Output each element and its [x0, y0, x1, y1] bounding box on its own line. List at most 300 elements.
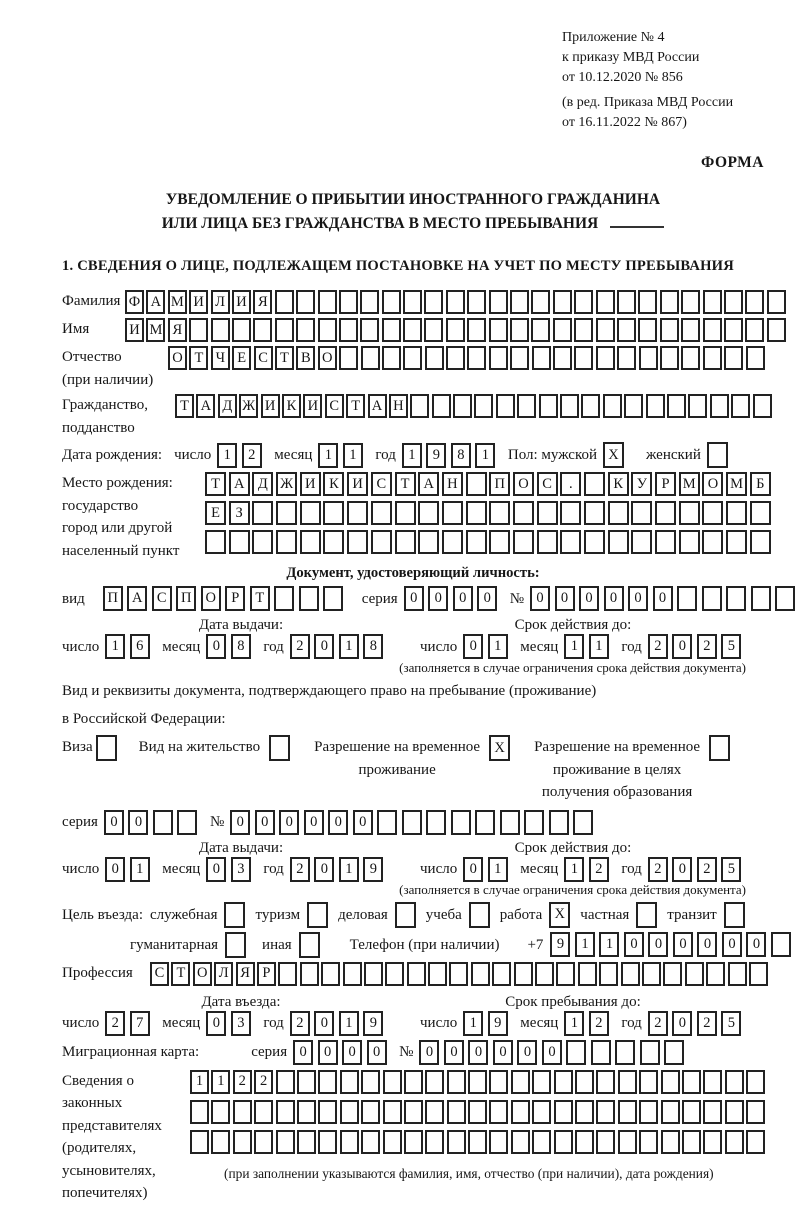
- char-box-filled[interactable]: 8: [231, 634, 251, 659]
- char-box[interactable]: [383, 1130, 402, 1154]
- char-box[interactable]: [323, 586, 343, 611]
- char-box[interactable]: [682, 1100, 701, 1124]
- char-box-filled[interactable]: И: [303, 394, 322, 418]
- char-box[interactable]: [297, 1070, 316, 1094]
- char-box[interactable]: [299, 932, 320, 958]
- char-box-filled[interactable]: А: [127, 586, 147, 611]
- char-box[interactable]: [432, 394, 451, 418]
- char-box[interactable]: [677, 586, 697, 611]
- char-box-filled[interactable]: 9: [363, 857, 383, 882]
- char-box[interactable]: [339, 346, 358, 370]
- char-box-filled[interactable]: 0: [648, 932, 668, 957]
- char-box[interactable]: [340, 1100, 359, 1124]
- char-box[interactable]: [471, 962, 490, 986]
- char-box[interactable]: [703, 1070, 722, 1094]
- char-box[interactable]: [190, 1100, 209, 1124]
- char-box[interactable]: [496, 394, 515, 418]
- char-box[interactable]: [631, 530, 652, 554]
- char-box-filled[interactable]: 5: [721, 634, 741, 659]
- char-box[interactable]: [447, 1100, 466, 1124]
- char-box-filled[interactable]: 2: [290, 1011, 310, 1036]
- char-box-filled[interactable]: 2: [233, 1070, 252, 1094]
- char-box[interactable]: [489, 318, 508, 342]
- char-box-filled[interactable]: О: [201, 586, 221, 611]
- char-box-filled[interactable]: М: [726, 472, 747, 496]
- char-box[interactable]: [385, 962, 404, 986]
- char-box[interactable]: [371, 501, 392, 525]
- char-box-filled[interactable]: А: [196, 394, 215, 418]
- char-box[interactable]: [575, 1130, 594, 1154]
- char-box-filled[interactable]: Ф: [125, 290, 144, 314]
- char-box[interactable]: [307, 902, 328, 928]
- char-box[interactable]: [584, 530, 605, 554]
- char-box-filled[interactable]: 0: [206, 857, 226, 882]
- char-box-filled[interactable]: 0: [328, 810, 348, 835]
- char-box-filled[interactable]: 1: [217, 443, 237, 468]
- char-box-filled[interactable]: С: [371, 472, 392, 496]
- char-box-filled[interactable]: 0: [318, 1040, 338, 1065]
- char-box-filled[interactable]: 0: [255, 810, 275, 835]
- char-box[interactable]: [560, 394, 579, 418]
- char-box-filled[interactable]: Т: [171, 962, 190, 986]
- char-box[interactable]: [728, 962, 747, 986]
- char-box[interactable]: [225, 932, 246, 958]
- char-box[interactable]: [382, 290, 401, 314]
- char-box-filled[interactable]: И: [232, 290, 251, 314]
- char-box-filled[interactable]: К: [608, 472, 629, 496]
- char-box-filled[interactable]: Д: [252, 472, 273, 496]
- char-box[interactable]: [517, 394, 536, 418]
- char-box[interactable]: [566, 1040, 586, 1065]
- char-box-filled[interactable]: X: [489, 735, 510, 761]
- char-box[interactable]: [553, 346, 572, 370]
- char-box[interactable]: [347, 501, 368, 525]
- char-box[interactable]: [584, 501, 605, 525]
- char-box-filled[interactable]: Б: [750, 472, 771, 496]
- char-box-filled[interactable]: Т: [189, 346, 208, 370]
- char-box-filled[interactable]: 2: [697, 634, 717, 659]
- char-box[interactable]: [726, 530, 747, 554]
- char-box[interactable]: [252, 530, 273, 554]
- char-box-filled[interactable]: О: [193, 962, 212, 986]
- char-box-filled[interactable]: 0: [672, 634, 692, 659]
- char-box[interactable]: [321, 962, 340, 986]
- char-box[interactable]: [681, 318, 700, 342]
- char-box[interactable]: [751, 586, 771, 611]
- char-box[interactable]: [511, 1070, 530, 1094]
- char-box-filled[interactable]: 9: [426, 443, 446, 468]
- char-box[interactable]: [553, 318, 572, 342]
- char-box[interactable]: [573, 810, 593, 835]
- char-box-filled[interactable]: 9: [488, 1011, 508, 1036]
- char-box[interactable]: [276, 1100, 295, 1124]
- char-box-filled[interactable]: 0: [579, 586, 599, 611]
- char-box-filled[interactable]: X: [549, 902, 570, 928]
- char-box-filled[interactable]: И: [261, 394, 280, 418]
- char-box-filled[interactable]: 0: [542, 1040, 562, 1065]
- char-box[interactable]: [276, 1130, 295, 1154]
- char-box[interactable]: [725, 1130, 744, 1154]
- char-box[interactable]: [205, 530, 226, 554]
- char-box[interactable]: [621, 962, 640, 986]
- char-box[interactable]: [468, 1070, 487, 1094]
- char-box[interactable]: [535, 962, 554, 986]
- char-box[interactable]: [524, 810, 544, 835]
- char-box[interactable]: [382, 346, 401, 370]
- char-box[interactable]: [682, 1070, 701, 1094]
- char-box[interactable]: [639, 1130, 658, 1154]
- char-box[interactable]: [703, 290, 722, 314]
- char-box-filled[interactable]: 0: [367, 1040, 387, 1065]
- char-box-filled[interactable]: 2: [648, 634, 668, 659]
- char-box[interactable]: [500, 810, 520, 835]
- char-box[interactable]: [383, 1070, 402, 1094]
- char-box-filled[interactable]: 0: [314, 857, 334, 882]
- char-box-filled[interactable]: 2: [697, 857, 717, 882]
- char-box[interactable]: [449, 962, 468, 986]
- char-box[interactable]: [339, 318, 358, 342]
- char-box-filled[interactable]: 0: [746, 932, 766, 957]
- char-box[interactable]: [617, 346, 636, 370]
- char-box[interactable]: [190, 1130, 209, 1154]
- char-box-filled[interactable]: Д: [218, 394, 237, 418]
- char-box[interactable]: [679, 530, 700, 554]
- char-box[interactable]: [615, 1040, 635, 1065]
- char-box[interactable]: [403, 318, 422, 342]
- char-box-filled[interactable]: Р: [225, 586, 245, 611]
- char-box[interactable]: [96, 735, 117, 761]
- char-box[interactable]: [724, 346, 743, 370]
- char-box-filled[interactable]: Т: [395, 472, 416, 496]
- char-box-filled[interactable]: 1: [488, 634, 508, 659]
- char-box-filled[interactable]: Р: [655, 472, 676, 496]
- char-box[interactable]: [513, 501, 534, 525]
- char-box-filled[interactable]: О: [318, 346, 337, 370]
- char-box[interactable]: [745, 318, 764, 342]
- char-box[interactable]: [584, 472, 605, 496]
- char-box[interactable]: [276, 530, 297, 554]
- char-box[interactable]: [467, 346, 486, 370]
- char-box[interactable]: [361, 1100, 380, 1124]
- char-box[interactable]: [510, 346, 529, 370]
- char-box-filled[interactable]: 0: [604, 586, 624, 611]
- char-box-filled[interactable]: 0: [444, 1040, 464, 1065]
- char-box[interactable]: [467, 318, 486, 342]
- char-box[interactable]: [253, 318, 272, 342]
- char-box[interactable]: [276, 1070, 295, 1094]
- char-box-filled[interactable]: 0: [105, 857, 125, 882]
- char-box[interactable]: [661, 1100, 680, 1124]
- char-box[interactable]: [211, 318, 230, 342]
- char-box[interactable]: [638, 290, 657, 314]
- char-box-filled[interactable]: Л: [214, 962, 233, 986]
- char-box[interactable]: [418, 501, 439, 525]
- char-box-filled[interactable]: 2: [242, 443, 262, 468]
- char-box[interactable]: [660, 318, 679, 342]
- char-box[interactable]: [425, 1070, 444, 1094]
- char-box[interactable]: [703, 346, 722, 370]
- char-box-filled[interactable]: И: [125, 318, 144, 342]
- char-box-filled[interactable]: М: [679, 472, 700, 496]
- char-box-filled[interactable]: 9: [363, 1011, 383, 1036]
- char-box[interactable]: [638, 318, 657, 342]
- char-box-filled[interactable]: Е: [205, 501, 226, 525]
- char-box-filled[interactable]: 8: [451, 443, 471, 468]
- char-box[interactable]: [636, 902, 657, 928]
- char-box[interactable]: [771, 932, 791, 957]
- char-box[interactable]: [608, 530, 629, 554]
- char-box[interactable]: [468, 1100, 487, 1124]
- char-box-filled[interactable]: А: [368, 394, 387, 418]
- char-box[interactable]: [646, 394, 665, 418]
- char-box-filled[interactable]: С: [537, 472, 558, 496]
- char-box[interactable]: [581, 394, 600, 418]
- char-box[interactable]: [318, 1070, 337, 1094]
- char-box[interactable]: [750, 530, 771, 554]
- char-box-filled[interactable]: А: [418, 472, 439, 496]
- char-box[interactable]: [640, 1040, 660, 1065]
- char-box[interactable]: [513, 530, 534, 554]
- char-box[interactable]: [447, 1070, 466, 1094]
- char-box[interactable]: [318, 1100, 337, 1124]
- char-box[interactable]: [233, 1130, 252, 1154]
- char-box-filled[interactable]: И: [347, 472, 368, 496]
- char-box[interactable]: [767, 290, 786, 314]
- char-box[interactable]: [603, 394, 622, 418]
- char-box[interactable]: [254, 1100, 273, 1124]
- char-box-filled[interactable]: 2: [105, 1011, 125, 1036]
- char-box-filled[interactable]: 0: [230, 810, 250, 835]
- char-box-filled[interactable]: 1: [318, 443, 338, 468]
- char-box[interactable]: [404, 1070, 423, 1094]
- char-box[interactable]: [442, 501, 463, 525]
- char-box-filled[interactable]: 1: [339, 857, 359, 882]
- char-box-filled[interactable]: 2: [589, 1011, 609, 1036]
- char-box[interactable]: [539, 394, 558, 418]
- char-box-filled[interactable]: 2: [589, 857, 609, 882]
- char-box-filled[interactable]: П: [489, 472, 510, 496]
- char-box-filled[interactable]: 1: [130, 857, 150, 882]
- char-box-filled[interactable]: Я: [253, 290, 272, 314]
- char-box[interactable]: [624, 394, 643, 418]
- char-box-filled[interactable]: Я: [236, 962, 255, 986]
- char-box[interactable]: [424, 290, 443, 314]
- char-box-filled[interactable]: 0: [673, 932, 693, 957]
- char-box-filled[interactable]: 5: [721, 1011, 741, 1036]
- char-box-filled[interactable]: 0: [453, 586, 473, 611]
- char-box-filled[interactable]: 8: [363, 634, 383, 659]
- char-box[interactable]: [489, 290, 508, 314]
- char-box[interactable]: [707, 442, 728, 468]
- char-box-filled[interactable]: А: [146, 290, 165, 314]
- char-box-filled[interactable]: 2: [648, 1011, 668, 1036]
- char-box-filled[interactable]: 0: [697, 932, 717, 957]
- char-box[interactable]: [596, 346, 615, 370]
- char-box-filled[interactable]: 1: [488, 857, 508, 882]
- char-box[interactable]: [296, 290, 315, 314]
- char-box[interactable]: [709, 735, 730, 761]
- char-box-filled[interactable]: С: [325, 394, 344, 418]
- char-box[interactable]: [702, 501, 723, 525]
- char-box[interactable]: [660, 290, 679, 314]
- char-box-filled[interactable]: Т: [346, 394, 365, 418]
- char-box[interactable]: [297, 1130, 316, 1154]
- char-box[interactable]: [685, 962, 704, 986]
- char-box-filled[interactable]: 5: [721, 857, 741, 882]
- char-box[interactable]: [442, 530, 463, 554]
- char-box-filled[interactable]: Я: [168, 318, 187, 342]
- char-box[interactable]: [726, 501, 747, 525]
- char-box[interactable]: [447, 1130, 466, 1154]
- char-box[interactable]: [382, 318, 401, 342]
- char-box[interactable]: [229, 530, 250, 554]
- char-box[interactable]: [575, 1070, 594, 1094]
- char-box[interactable]: [466, 501, 487, 525]
- char-box[interactable]: [489, 1070, 508, 1094]
- char-box[interactable]: [489, 1100, 508, 1124]
- char-box-filled[interactable]: О: [168, 346, 187, 370]
- char-box-filled[interactable]: 1: [105, 634, 125, 659]
- char-box[interactable]: [750, 501, 771, 525]
- char-box[interactable]: [532, 1130, 551, 1154]
- char-box-filled[interactable]: 1: [402, 443, 422, 468]
- char-box-filled[interactable]: 0: [555, 586, 575, 611]
- char-box[interactable]: [475, 810, 495, 835]
- char-box[interactable]: [492, 962, 511, 986]
- char-box-filled[interactable]: 0: [279, 810, 299, 835]
- char-box-filled[interactable]: Ж: [239, 394, 258, 418]
- char-box[interactable]: [347, 530, 368, 554]
- char-box-filled[interactable]: 0: [653, 586, 673, 611]
- char-box-filled[interactable]: 0: [428, 586, 448, 611]
- char-box[interactable]: [395, 902, 416, 928]
- char-box[interactable]: [469, 902, 490, 928]
- char-box[interactable]: [746, 1070, 765, 1094]
- char-box-filled[interactable]: 1: [564, 634, 584, 659]
- char-box[interactable]: [660, 346, 679, 370]
- char-box-filled[interactable]: Т: [250, 586, 270, 611]
- char-box[interactable]: [361, 346, 380, 370]
- char-box-filled[interactable]: 0: [342, 1040, 362, 1065]
- char-box[interactable]: [361, 1070, 380, 1094]
- char-box-filled[interactable]: 2: [290, 857, 310, 882]
- char-box-filled[interactable]: С: [254, 346, 273, 370]
- char-box[interactable]: [688, 394, 707, 418]
- char-box[interactable]: [596, 1100, 615, 1124]
- char-box-filled[interactable]: С: [150, 962, 169, 986]
- char-box[interactable]: [511, 1130, 530, 1154]
- char-box[interactable]: [661, 1130, 680, 1154]
- char-box-filled[interactable]: 1: [339, 634, 359, 659]
- char-box[interactable]: [404, 1100, 423, 1124]
- char-box[interactable]: [767, 318, 786, 342]
- char-box[interactable]: [153, 810, 173, 835]
- char-box-filled[interactable]: 0: [404, 586, 424, 611]
- char-box-filled[interactable]: 0: [463, 857, 483, 882]
- char-box[interactable]: [426, 810, 446, 835]
- char-box-filled[interactable]: 3: [231, 1011, 251, 1036]
- char-box[interactable]: [340, 1130, 359, 1154]
- char-box-filled[interactable]: Е: [232, 346, 251, 370]
- char-box[interactable]: [395, 530, 416, 554]
- char-box-filled[interactable]: К: [282, 394, 301, 418]
- char-box[interactable]: [574, 346, 593, 370]
- char-box-filled[interactable]: К: [323, 472, 344, 496]
- char-box[interactable]: [753, 394, 772, 418]
- char-box[interactable]: [746, 1130, 765, 1154]
- char-box[interactable]: [467, 290, 486, 314]
- char-box-filled[interactable]: 7: [130, 1011, 150, 1036]
- char-box-filled[interactable]: 0: [722, 932, 742, 957]
- char-box-filled[interactable]: 0: [672, 1011, 692, 1036]
- char-box-filled[interactable]: 0: [628, 586, 648, 611]
- char-box[interactable]: [489, 1130, 508, 1154]
- char-box[interactable]: [574, 290, 593, 314]
- char-box[interactable]: [703, 1130, 722, 1154]
- char-box[interactable]: [510, 318, 529, 342]
- char-box[interactable]: [428, 962, 447, 986]
- char-box-filled[interactable]: 0: [530, 586, 550, 611]
- char-box-filled[interactable]: 0: [293, 1040, 313, 1065]
- char-box[interactable]: [424, 318, 443, 342]
- char-box[interactable]: [664, 1040, 684, 1065]
- char-box[interactable]: [682, 1130, 701, 1154]
- char-box[interactable]: [466, 530, 487, 554]
- char-box[interactable]: [318, 1130, 337, 1154]
- char-box-filled[interactable]: О: [513, 472, 534, 496]
- char-box[interactable]: [407, 962, 426, 986]
- char-box[interactable]: [578, 962, 597, 986]
- char-box-filled[interactable]: 1: [564, 1011, 584, 1036]
- char-box[interactable]: [189, 318, 208, 342]
- char-box[interactable]: [300, 501, 321, 525]
- char-box-filled[interactable]: 2: [697, 1011, 717, 1036]
- char-box[interactable]: [510, 290, 529, 314]
- char-box[interactable]: [731, 394, 750, 418]
- char-box[interactable]: [702, 530, 723, 554]
- char-box-filled[interactable]: Н: [389, 394, 408, 418]
- char-box[interactable]: [252, 501, 273, 525]
- char-box[interactable]: [466, 472, 487, 496]
- char-box[interactable]: [532, 346, 551, 370]
- char-box-filled[interactable]: 0: [128, 810, 148, 835]
- char-box-filled[interactable]: Т: [175, 394, 194, 418]
- char-box[interactable]: [724, 318, 743, 342]
- char-box-filled[interactable]: 1: [190, 1070, 209, 1094]
- char-box[interactable]: [531, 318, 550, 342]
- char-box[interactable]: [681, 290, 700, 314]
- char-box[interactable]: [489, 501, 510, 525]
- char-box[interactable]: [489, 346, 508, 370]
- char-box-filled[interactable]: 3: [231, 857, 251, 882]
- char-box[interactable]: [746, 346, 765, 370]
- char-box-filled[interactable]: Ч: [211, 346, 230, 370]
- char-box[interactable]: [383, 1100, 402, 1124]
- char-box[interactable]: [340, 1070, 359, 1094]
- char-box[interactable]: [425, 346, 444, 370]
- char-box[interactable]: [639, 1070, 658, 1094]
- char-box-filled[interactable]: 0: [672, 857, 692, 882]
- char-box[interactable]: [596, 1130, 615, 1154]
- char-box-filled[interactable]: 6: [130, 634, 150, 659]
- char-box-filled[interactable]: 1: [211, 1070, 230, 1094]
- char-box[interactable]: [655, 530, 676, 554]
- char-box[interactable]: [318, 290, 337, 314]
- char-box[interactable]: [468, 1130, 487, 1154]
- char-box-filled[interactable]: В: [296, 346, 315, 370]
- char-box[interactable]: [511, 1100, 530, 1124]
- char-box[interactable]: [703, 318, 722, 342]
